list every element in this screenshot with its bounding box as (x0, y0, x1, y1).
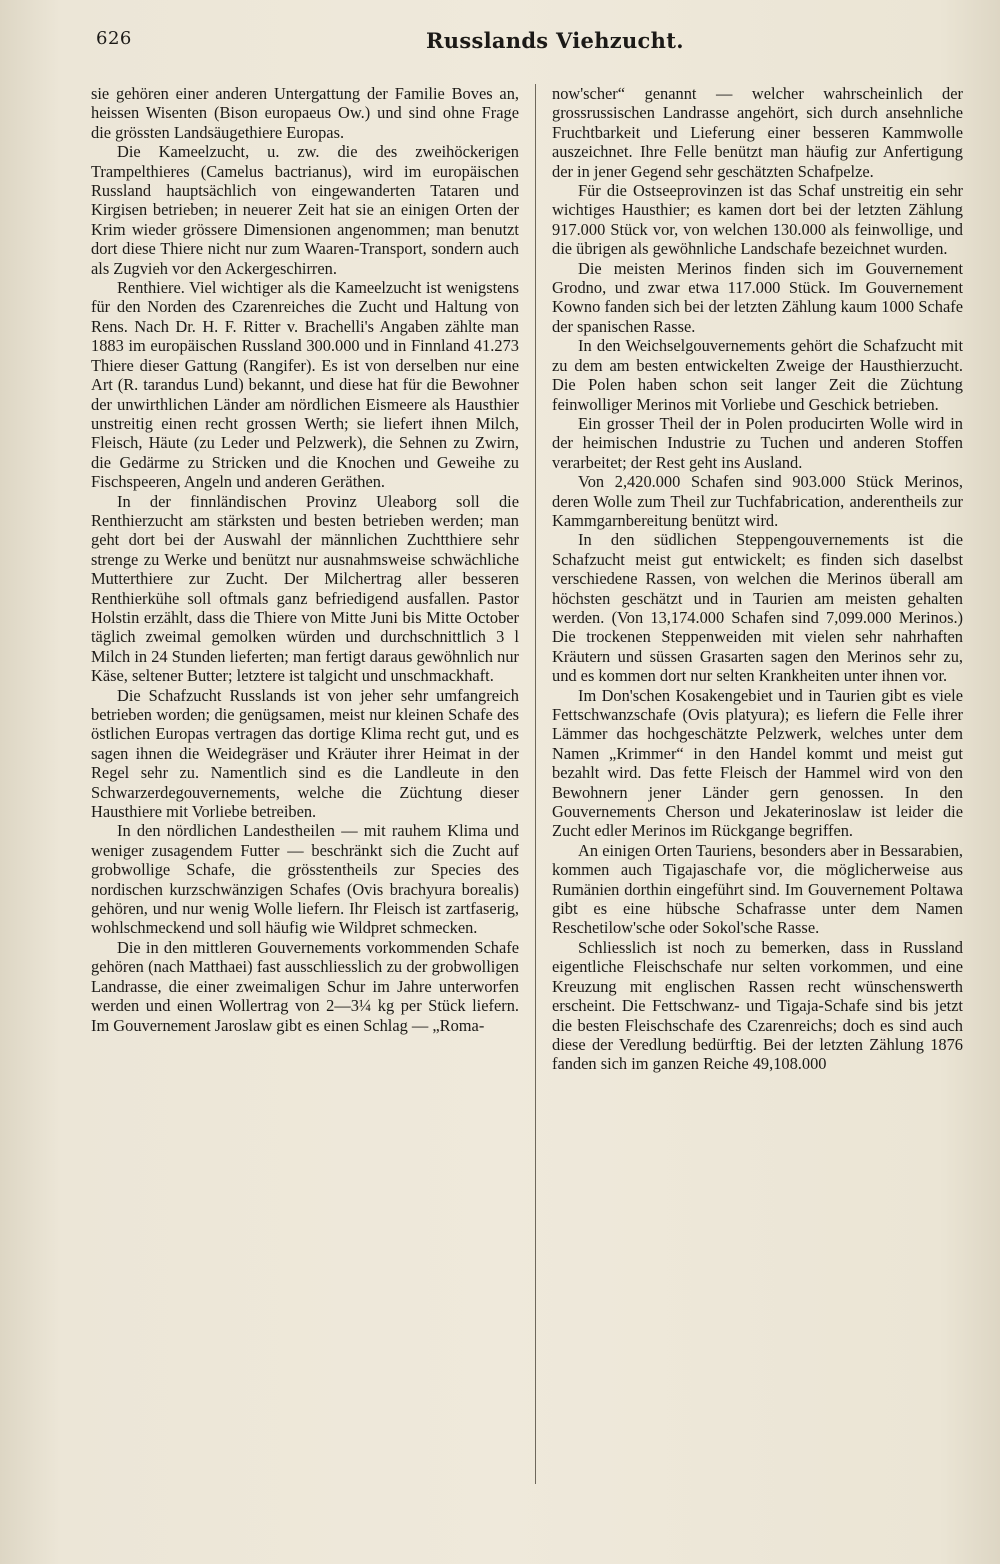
column-divider (535, 84, 536, 1484)
paragraph: In den südlichen Steppengouvernements ist die Schafzucht meist gut entwickelt; es finden sich daselbst verschiedene Rassen, von welchen die Merinos überall am höchsten geschätzt und in Taurien am meisten gehalten werden. (Von 13,174.000 Schafen sind 7,099.000 Merinos.) Die trockenen Steppenweiden mit vielen sehr nahrhaften Kräutern und süssen Grasarten sagen den Merinos sehr zu, und es kommen dort nur selten Krankheiten unter ihnen vor. (552, 530, 963, 686)
paragraph: In den Weichselgouvernements gehört die Schafzucht mit zu dem am besten entwickelten Zweige der Hausthierzucht. Die Polen haben schon seit langer Zeit die Züchtung feinwolliger Merinos mit Vorliebe und Geschick betrieben. (552, 336, 963, 414)
right-column (552, 84, 963, 1074)
paragraph: Schliesslich ist noch zu bemerken, dass in Russland eigentliche Fleischschafe nur selten vorkommen, und eine Kreuzung mit englischen Rassen recht wünschenswerth erscheint. Die Fettschwanz- und Tigaja-Schafe sind bis jetzt die besten Fleischschafe des Czarenreichs; doch es sind auch diese der Veredlung bedürftig. Bei der letzten Zählung 1876 fanden sich im ganzen Reiche 49,108.000 (552, 937, 963, 1074)
page-header (96, 22, 684, 62)
paragraph: An einigen Orten Tauriens, besonders aber in Bessarabien, kommen auch Tigajaschafe vor, die möglicherweise aus Rumänien dorthin eingeführt sind. Im Gouvernement Poltawa gibt es eine hübsche Schafrasse unter dem Namen Reschetilow'sche oder Sokol'sche Rasse. (552, 840, 963, 938)
page-number: 626 (96, 28, 132, 49)
paragraph: Renthiere. Viel wichtiger als die Kameelzucht ist wenigstens für den Norden des Czarenreiches die Zucht und Haltung von Rens. Nach Dr. H. F. Ritter v. Brachelli's Angaben zählte man 1883 im europäischen Russland 300.000 und in Finnland 41.273 Thiere dieser Gattung (Rangifer). Es ist von derselben nur eine Art (R. tarandus Lund) bekannt, und diese hat für die Bewohner der unwirthlichen Länder am nördlichen Eismeere als Hausthier unstreitig einen recht grossen Werth; sie liefert ihnen Milch, Fleisch, Häute (zu Leder und Pelzwerk), die Sehnen zu Zwirn, die Gedärme zu Stricken und die Knochen und Geweihe zu Fischspeeren, Angeln und anderen Geräthen. (91, 278, 519, 492)
paragraph: now'scher“ genannt — welcher wahrscheinlich der grossrussischen Landrasse angehört, sich durch ansehnliche Fruchtbarkeit und Lieferung einer besseren Kammwolle auszeichnet. Ihre Felle benützt man häufig zur Anfertigung der in jener Gegend sehr geschätzten Schafpelze. (552, 84, 963, 181)
paragraph: Für die Ostseeprovinzen ist das Schaf unstreitig ein sehr wichtiges Hausthier; es kamen dort bei der letzten Zählung 917.000 Stück vor, von welchen 130.000 als feinwollige, und die übrigen als gewöhnliche Landschafe bezeichnet wurden. (552, 181, 963, 259)
paragraph: Die meisten Merinos finden sich im Gouvernement Grodno, und zwar etwa 117.000 Stück. Im Gouvernement Kowno fanden sich bei der letzten Zählung kaum 1000 Schafe der spanischen Rasse. (552, 258, 963, 336)
paragraph: Von 2,420.000 Schafen sind 903.000 Stück Merinos, deren Wolle zum Theil zur Tuchfabrication, anderentheils zur Kammgarnbereitung benützt wird. (552, 472, 963, 530)
paragraph: sie gehören einer anderen Untergattung der Familie Boves an, heissen Wisenten (Bison europaeus Ow.) und sind ohne Frage die grössten Landsäugethiere Europas. (91, 84, 519, 142)
paragraph: Die Schafzucht Russlands ist von jeher sehr umfangreich betrieben worden; die genügsamen, meist nur kleinen Schafe des östlichen Europas vertragen das dortige Klima recht gut, und es sagen ihnen die Weidegräser und Kräuter ihrer Heimat in der Regel sehr zu. Namentlich sind es die Landleute in den Schwarzerdegouvernements, welche die Züchtung dieser Hausthiere mit Vorliebe betreiben. (91, 685, 519, 822)
paragraph: In den nördlichen Landestheilen — mit rauhem Klima und weniger zusagendem Futter — beschränkt sich die Zucht auf grobwollige Schafe, die grösstentheils zur Species des nordischen kurzschwänzigen Schafes (Ovis brachyura borealis) gehören, und nur wenig Wolle liefern. Ihr Fleisch ist zartfaserig, wohlschmeckend und soll häufig wie Wildpret schmecken. (91, 821, 519, 938)
paragraph: Die Kameelzucht, u. zw. die des zweihöckerigen Trampelthieres (Camelus bactrianus), wird im europäischen Russland hauptsächlich von eingewanderten Tataren und Kirgisen betrieben; in neuerer Zeit hat sie an einigen Orten der Krim wieder grössere Dimensionen angenommen; man benutzt dort diese Thiere nicht nur zum Waaren-Transport, sondern auch als Zugvieh vor den Ackergeschirren. (91, 142, 519, 278)
paragraph: Ein grosser Theil der in Polen producirten Wolle wird in der heimischen Industrie zu Tuchen und anderen Stoffen verarbeitet; der Rest geht ins Ausland. (552, 413, 963, 472)
running-title: Russlands Viehzucht. (426, 28, 684, 53)
paragraph: In der finnländischen Provinz Uleaborg soll die Renthierzucht am stärksten und besten betrieben werden; man geht dort bei der Auswahl der männlichen Zuchtthiere sehr strenge zu Werke und benützt nur ausnahmsweise schwächliche Mutterthiere zur Zucht. Der Milchertrag aller besseren Renthierkühe soll oftmals ganz befriedigend ausfallen. Pastor Holstin erzählt, dass die Thiere von Mitte Juni bis Mitte October täglich zweimal gemolken würden und durchschnittlich 3 l Milch in 24 Stunden lieferten; man fertigt daraus gewöhnlich nur Käse, seltener Butter; letztere ist talgicht und unschmackhaft. (91, 491, 519, 686)
paragraph: Im Don'schen Kosakengebiet und in Taurien gibt es viele Fettschwanzschafe (Ovis platyura); es liefern die Felle ihrer Lämmer das hochgeschätzte Pelzwerk, welches unter dem Namen „Krimmer“ in den Handel kommt und meist gut bezahlt wird. Das fette Fleisch der Hammel wird von den Bewohnern jener Länder gern genossen. In den Gouvernements Cherson und Jekaterinoslaw ist leider die Zucht edler Merinos im Rückgange begriffen. (552, 685, 963, 841)
paragraph: Die in den mittleren Gouvernements vorkommenden Schafe gehören (nach Matthaei) fast ausschliesslich zu der grobwolligen Landrasse, die einer zweimaligen Schur im Jahre unterworfen werden und einen Wollertrag von 2—3¼ kg per Stück liefern. Im Gouvernement Jaroslaw gibt es einen Schlag — „Roma- (91, 937, 519, 1035)
left-column (91, 84, 519, 1035)
